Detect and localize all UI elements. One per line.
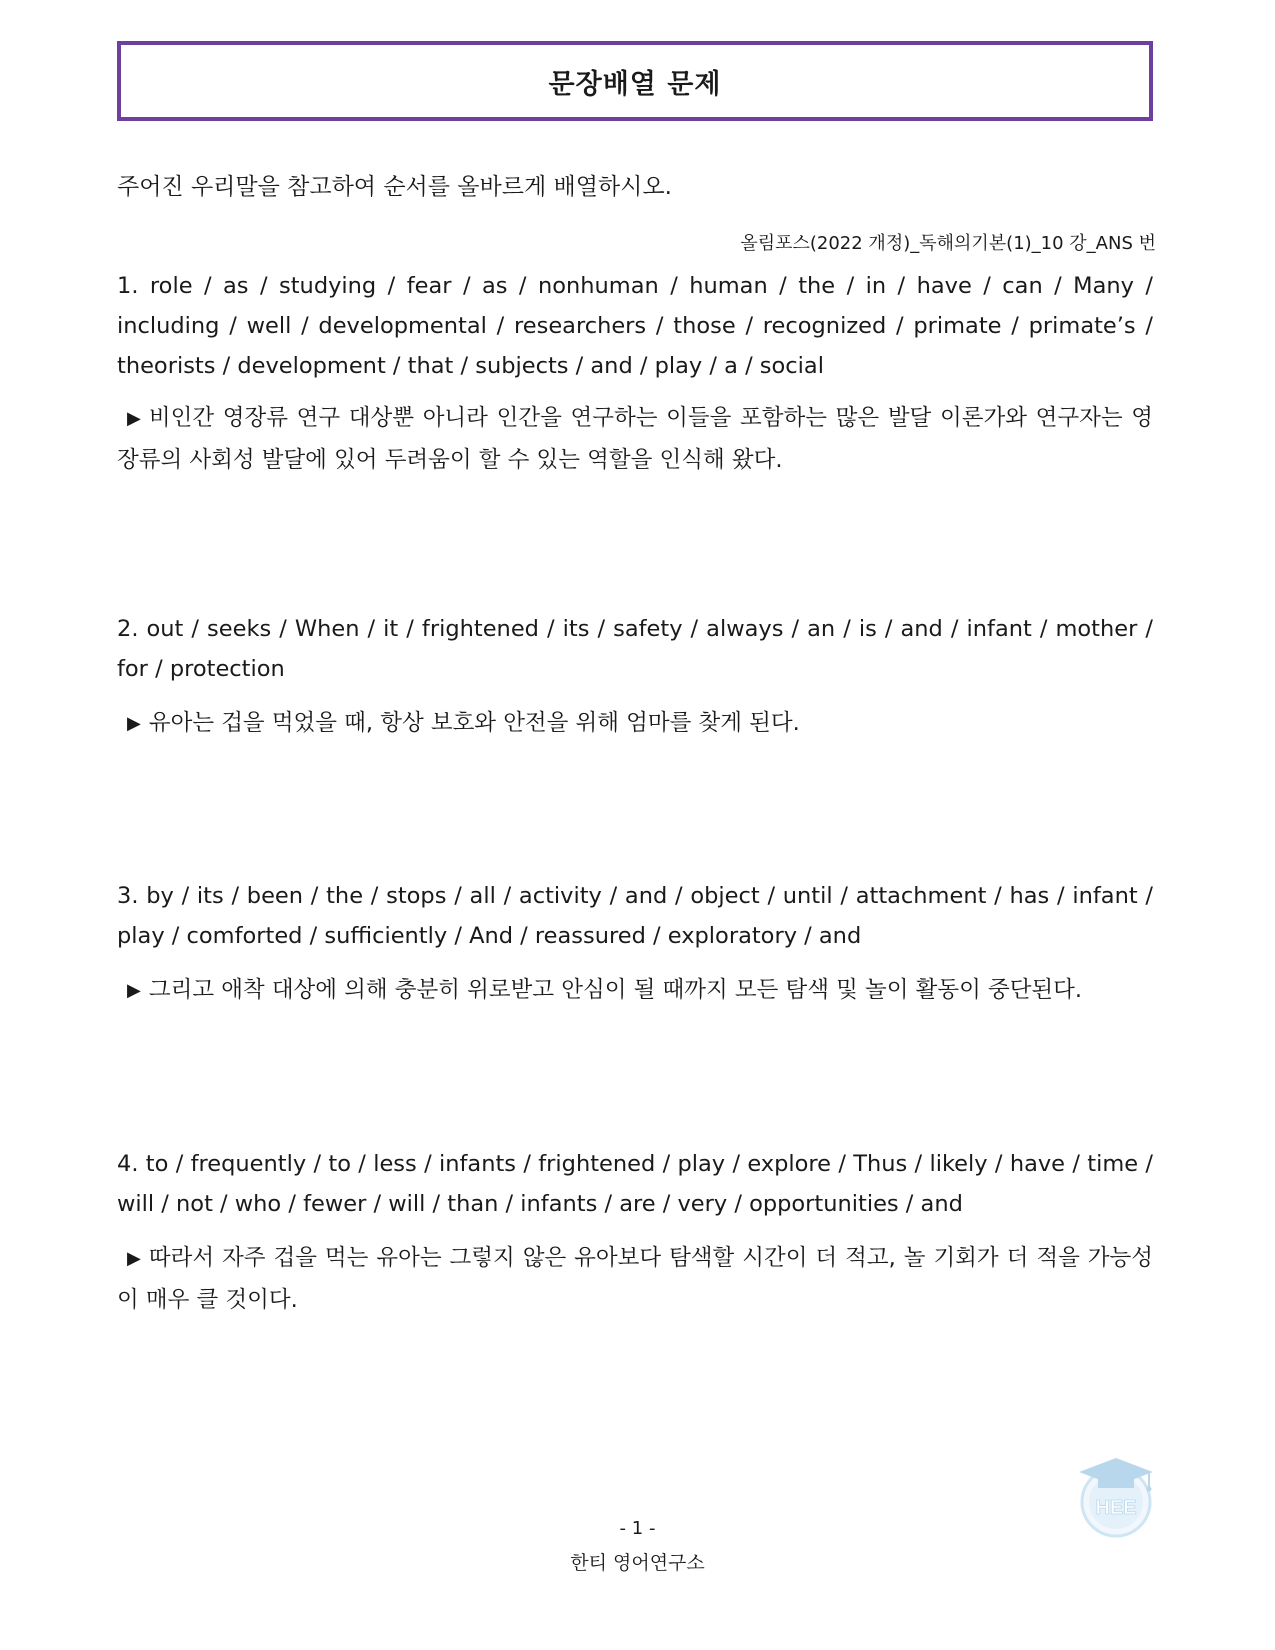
footer-text: 한티 영어연구소 xyxy=(570,1552,705,1574)
page-title: 문장배열 문제 xyxy=(548,68,722,100)
play-arrow-icon: ▶ xyxy=(127,980,141,1001)
question-4-translation xyxy=(117,1238,1153,1320)
question-1-prompt: 1. role / as / studying / fear / as / nonhuman / human / the / in / have / can / Many / including / well / developmental / researchers / those / recognized / primate / primate’s / theorists / development / that / subjects / and / play / a / social xyxy=(117,273,1153,379)
question-4-prompt: 4. to / frequently / to / less / infants / frightened / play / explore / Thus / likely / have / time / will / not / who / fewer / will / than / infants / are / very / opportunities / and xyxy=(117,1151,1153,1217)
translation-text: 유아는 겁을 먹었을 때, 항상 보호와 안전을 위해 엄마를 찾게 된다. xyxy=(148,710,800,736)
question-3-translation xyxy=(117,970,1153,1012)
logo-text: HEE xyxy=(1095,1497,1137,1519)
page-number: - 1 - xyxy=(619,1518,656,1539)
play-arrow-icon: ▶ xyxy=(127,1248,141,1269)
translation-text: 비인간 영장류 연구 대상뿐 아니라 인간을 연구하는 이들을 포함하는 많은 발달 이론가와 연구자는 영장류의 사회성 발달에 있어 두려움이 할 수 있는 역할을 인식해 왔다. xyxy=(117,405,1153,473)
play-arrow-icon: ▶ xyxy=(127,408,141,429)
translation-text: 따라서 자주 겁을 먹는 유아는 그렇지 않은 유아보다 탐색할 시간이 더 적고, 놀 기회가 더 적을 가능성이 매우 클 것이다. xyxy=(117,1245,1153,1313)
source-reference: 올림포스(2022 개정)_독해의기본(1)_10 강_ANS 번 xyxy=(740,233,1156,254)
question-2-translation xyxy=(117,703,1153,745)
translation-text: 그리고 애착 대상에 의해 충분히 위로받고 안심이 될 때까지 모든 탐색 및 놀이 활동이 중단된다. xyxy=(148,977,1083,1003)
play-arrow-icon: ▶ xyxy=(127,713,141,734)
question-1-translation xyxy=(117,398,1153,480)
title-box xyxy=(117,41,1153,121)
question-3-prompt: 3. by / its / been / the / stops / all / activity / and / object / until / attachment / has / infant / play / comforted / sufficiently / And / reassured / exploratory / and xyxy=(117,883,1153,949)
instruction-text: 주어진 우리말을 참고하여 순서를 올바르게 배열하시오. xyxy=(117,174,672,200)
question-2-prompt: 2. out / seeks / When / it / frightened / its / safety / always / an / is / and / infant / mother / for / protection xyxy=(117,616,1153,682)
